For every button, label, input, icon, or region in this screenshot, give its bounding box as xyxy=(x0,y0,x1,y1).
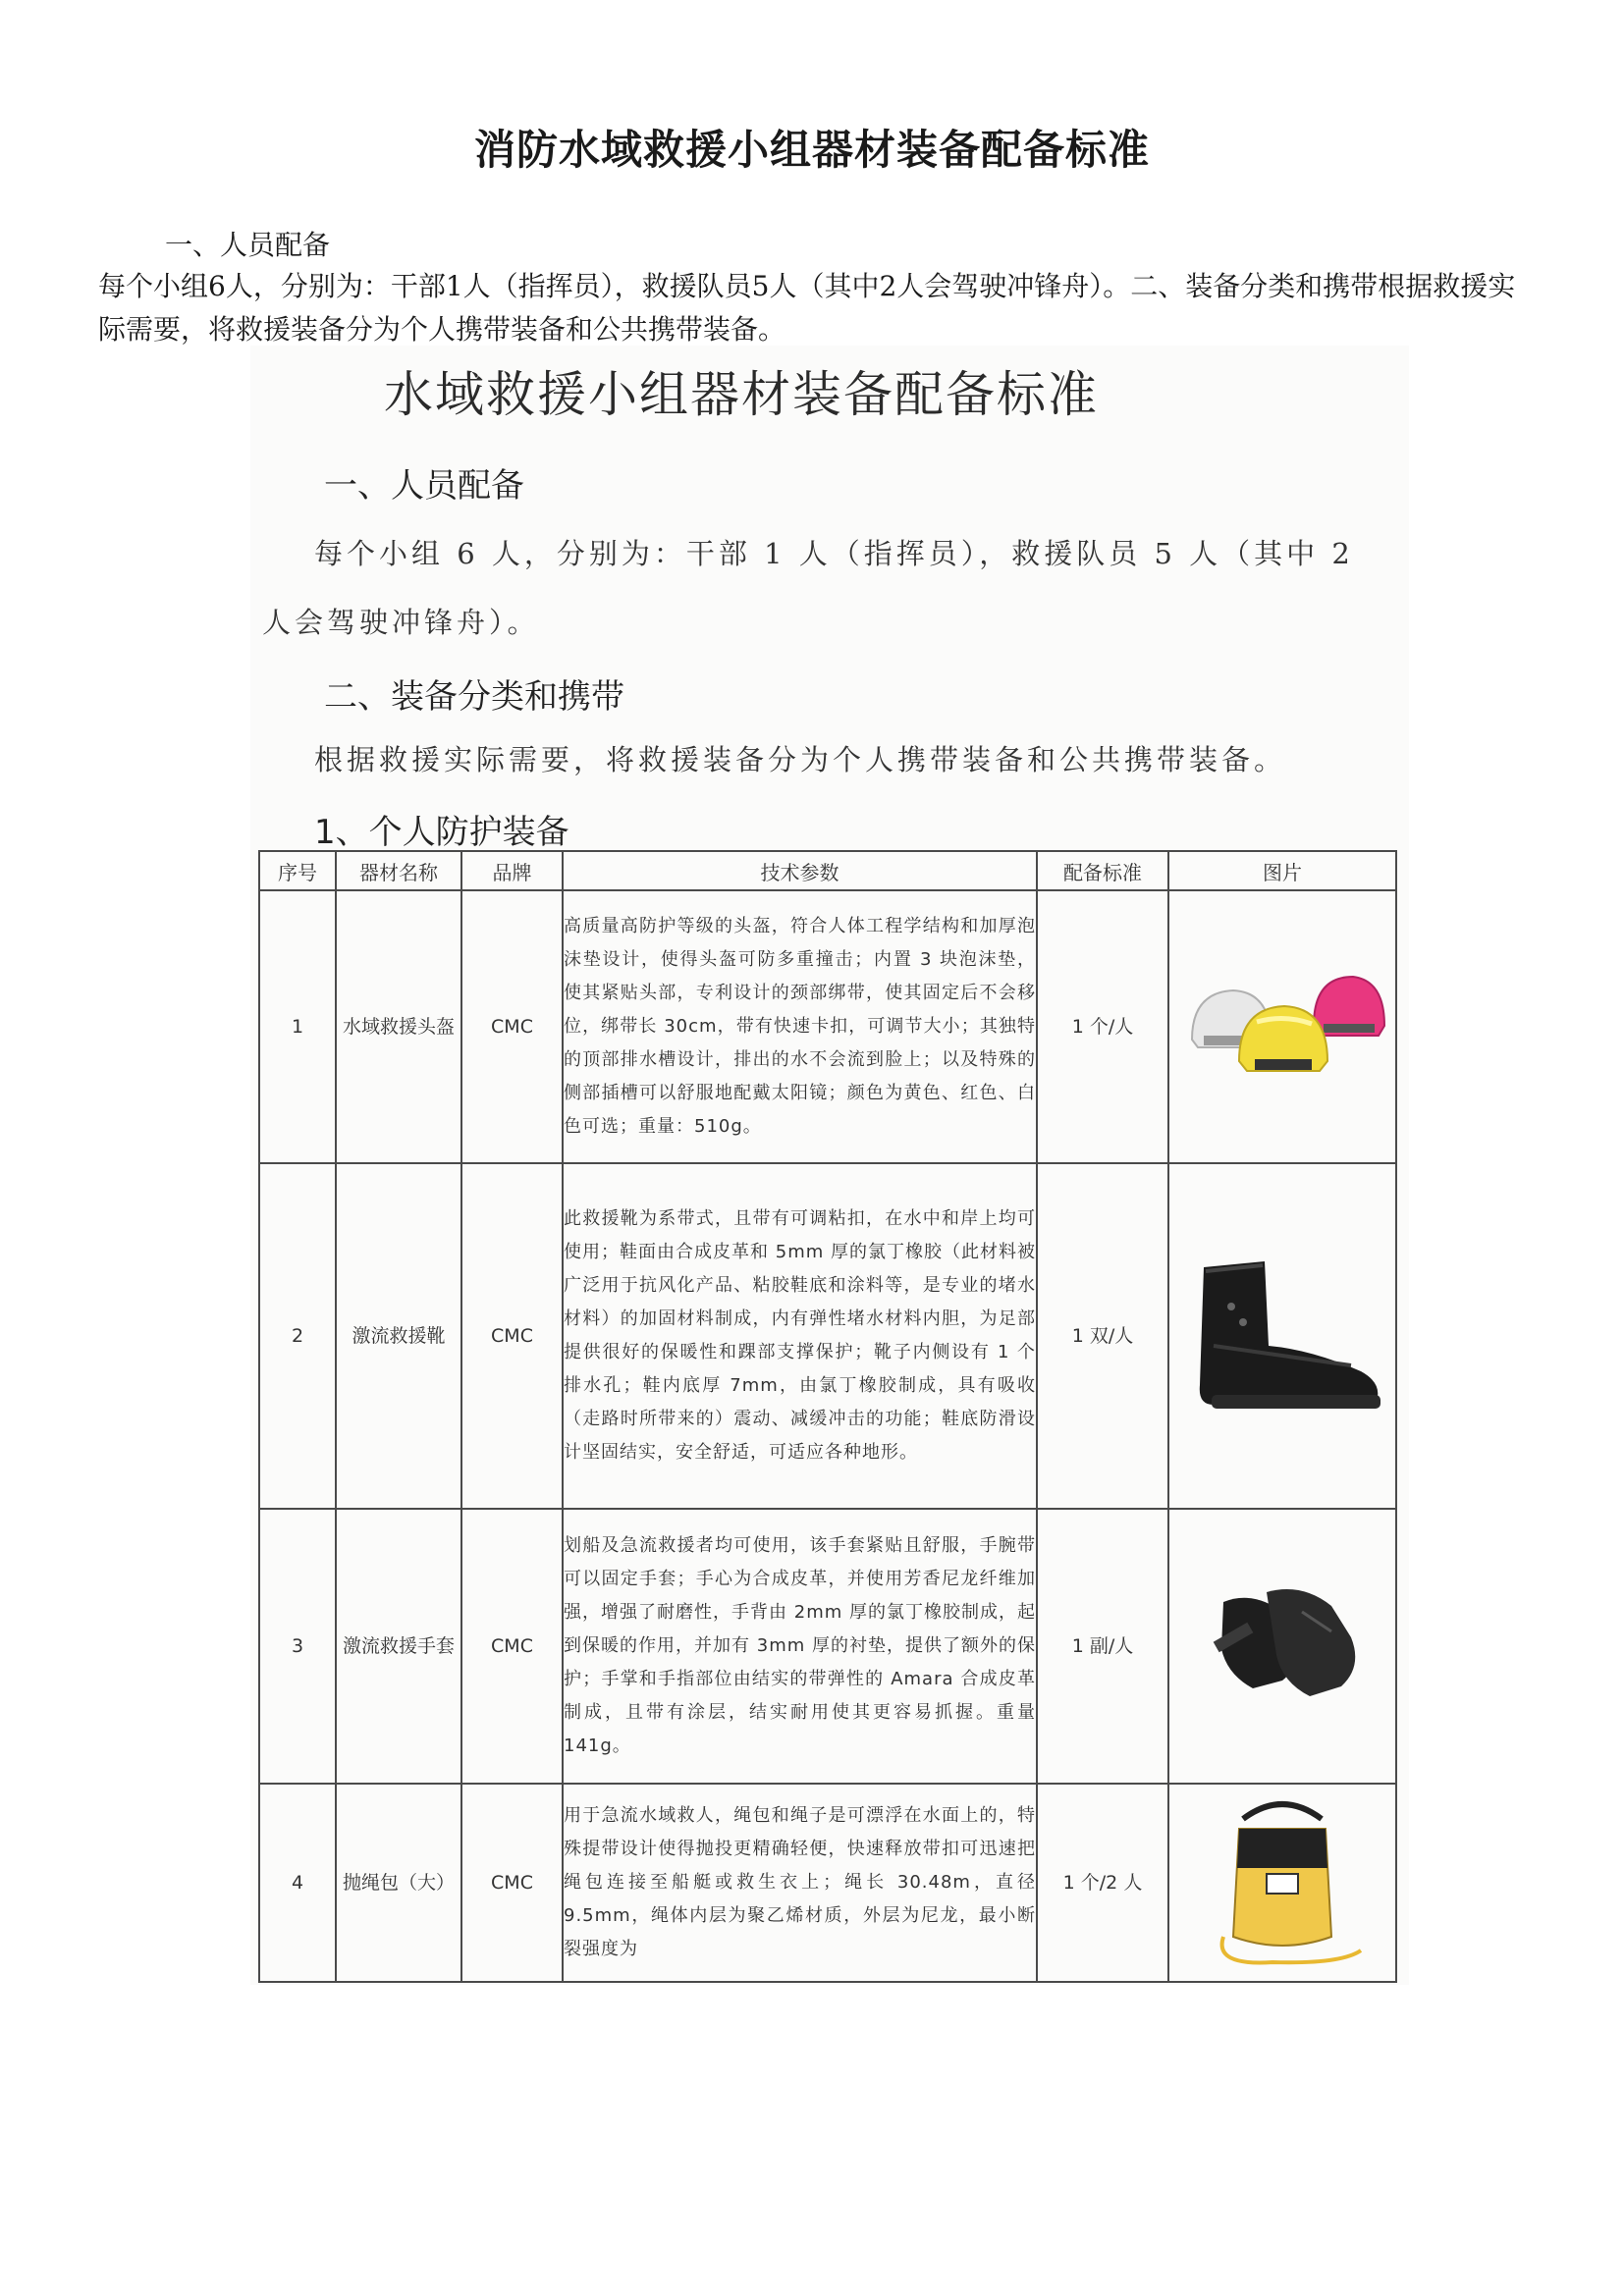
row-brand: CMC xyxy=(461,890,563,1163)
table-row xyxy=(259,1509,1396,1784)
row-picture xyxy=(1168,1163,1396,1509)
table-row xyxy=(259,1784,1396,1982)
row-standard: 1 副/人 xyxy=(1037,1509,1168,1784)
scan-paragraph-staffing-line2: 人会驾驶冲锋舟）。 xyxy=(262,606,540,639)
row-brand: CMC xyxy=(461,1509,563,1784)
scan-heading-staffing: 一、人员配备 xyxy=(324,466,524,506)
header-picture: 图片 xyxy=(1168,851,1396,890)
gloves-image xyxy=(1184,1573,1380,1720)
header-name: 器材名称 xyxy=(336,851,461,890)
row-index: 1 xyxy=(259,890,336,1163)
boot-image xyxy=(1174,1248,1390,1424)
scan-paragraph-equipment: 根据救援实际需要，将救援装备分为个人携带装备和公共携带装备。 xyxy=(314,743,1287,776)
row-standard: 1 个/人 xyxy=(1037,890,1168,1163)
row-index: 2 xyxy=(259,1163,336,1509)
scan-title: 水域救援小组器材装备配备标准 xyxy=(384,366,1099,423)
row-standard: 1 个/2 人 xyxy=(1037,1784,1168,1982)
row-spec: 划船及急流救援者均可使用，该手套紧贴且舒服，手腕带可以固定手套；手心为合成皮革，并使用芳香尼龙纤维加强，增强了耐磨性，手背由 2mm 厚的氯丁橡胶制成，起到保暖的作用，并加有 3mm 厚的衬垫，提供了额外的保护；手掌和手指部位由结实的带弹性的 Amara 合成皮革制成，且带有涂层，结实耐用使其更容易抓握。重量 141g。 xyxy=(563,1509,1037,1784)
header-index: 序号 xyxy=(259,851,336,890)
throw-bag-image xyxy=(1184,1789,1380,1976)
row-picture xyxy=(1168,890,1396,1163)
scan-heading-personal-protection: 1、个人防护装备 xyxy=(314,813,569,852)
row-name: 激流救援手套 xyxy=(336,1509,461,1784)
header-spec: 技术参数 xyxy=(563,851,1037,890)
scanned-standard-image xyxy=(250,346,1409,1985)
row-index: 3 xyxy=(259,1509,336,1784)
table-header-row xyxy=(259,851,1396,890)
row-name: 水域救援头盔 xyxy=(336,890,461,1163)
row-picture xyxy=(1168,1784,1396,1982)
equipment-table xyxy=(258,850,1397,1983)
intro-paragraph: 每个小组6人，分别为：干部1人（指挥员），救援队员5人（其中2人会驾驶冲锋舟）。二、装备分类和携带根据救援实际需要，将救援装备分为个人携带装备和公共携带装备。 xyxy=(98,270,1516,346)
row-spec: 用于急流水域救人，绳包和绳子是可漂浮在水面上的，特殊提带设计使得抛投更精确轻便，快速释放带扣可迅速把绳包连接至船艇或救生衣上；绳长 30.48m，直径 9.5mm，绳体内层为聚乙烯材质，外层为尼龙，最小断裂强度为 xyxy=(563,1784,1037,1982)
row-picture xyxy=(1168,1509,1396,1784)
row-name: 抛绳包（大） xyxy=(336,1784,461,1982)
header-standard: 配备标准 xyxy=(1037,851,1168,890)
scan-heading-equipment: 二、装备分类和携带 xyxy=(324,677,624,717)
row-index: 4 xyxy=(259,1784,336,1982)
header-brand: 品牌 xyxy=(461,851,563,890)
section-heading-staffing: 一、人员配备 xyxy=(165,229,331,261)
row-spec: 此救援靴为系带式，且带有可调粘扣，在水中和岸上均可使用；鞋面由合成皮革和 5mm 厚的氯丁橡胶（此材料被广泛用于抗风化产品、粘胶鞋底和涂料等，是专业的堵水材料）的加固材料制成，内有弹性堵水材料内胆，为足部提供很好的保暖性和踝部支撑保护；靴子内侧设有 1 个排水孔；鞋内底厚 7mm，由氯丁橡胶制成，具有吸收（走路时所带来的）震动、减缓冲击的功能；鞋底防滑设计坚固结实，安全舒适，可适应各种地形。 xyxy=(563,1163,1037,1509)
table-row xyxy=(259,890,1396,1163)
scan-paragraph-staffing-line1: 每个小组 6 人，分别为：干部 1 人（指挥员），救援队员 5 人（其中 2 xyxy=(314,537,1354,570)
helmet-image xyxy=(1174,953,1390,1100)
row-brand: CMC xyxy=(461,1163,563,1509)
document-title: 消防水域救援小组器材装备配备标准 xyxy=(473,126,1150,174)
row-spec: 高质量高防护等级的头盔，符合人体工程学结构和加厚泡沫垫设计，使得头盔可防多重撞击；内置 3 块泡沫垫，使其紧贴头部，专利设计的颈部绑带，使其固定后不会移位，绑带长 30cm，带有快速卡扣，可调节大小；其独特的顶部排水槽设计，排出的水不会流到脸上；以及特殊的侧部插槽可以舒服地配戴太阳镜；颜色为黄色、红色、白色可选；重量：510g。 xyxy=(563,890,1037,1163)
row-brand: CMC xyxy=(461,1784,563,1982)
row-name: 激流救援靴 xyxy=(336,1163,461,1509)
table-row xyxy=(259,1163,1396,1509)
row-standard: 1 双/人 xyxy=(1037,1163,1168,1509)
